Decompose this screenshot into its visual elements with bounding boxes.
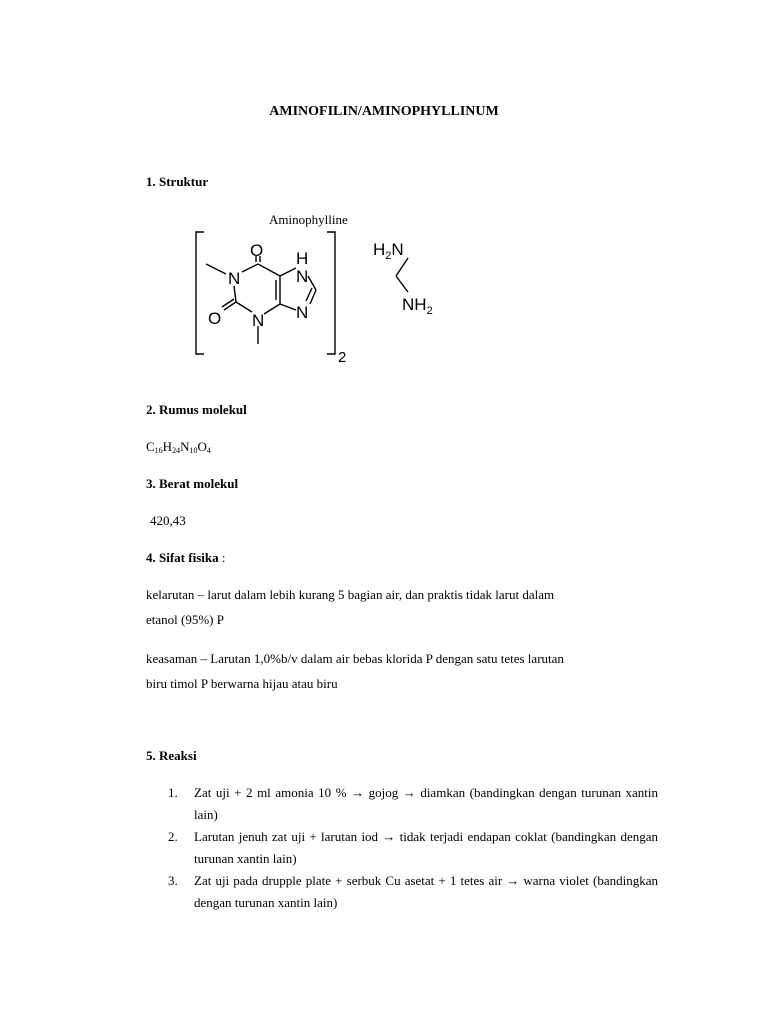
kelarutan-line-1: kelarutan – larut dalam lebih kurang 5 bagian air, dan praktis tidak larut dalam: [146, 587, 555, 602]
atom-o-left: O: [208, 309, 222, 328]
amine-nh2-label: [402, 295, 433, 317]
document-title: AMINOFILIN/AMINOPHYLLINUM: [269, 104, 499, 119]
molecular-weight-value: 420,43: [150, 513, 186, 528]
list-item-number: 2.: [168, 829, 178, 844]
formula-c: C: [146, 439, 155, 454]
atom-n1: N: [228, 269, 241, 288]
section-heading-sifat-wrapper: [146, 550, 225, 566]
keasaman-line-2: biru timol P berwarna hijau atau biru: [146, 676, 338, 691]
bracket-count: 2: [338, 349, 347, 366]
section-heading-sifat: 4. Sifat fisika: [146, 550, 219, 565]
section-heading-sifat-suffix: :: [218, 550, 226, 565]
atom-n-imidazole-top: N: [296, 267, 309, 286]
left-bracket: [196, 232, 204, 354]
aminophylline-structure-diagram: [190, 228, 450, 368]
right-bracket: [327, 232, 335, 354]
atom-n3: N: [252, 311, 265, 330]
molecular-formula: [146, 439, 211, 455]
keasaman-line-1: keasaman – Larutan 1,0%b/v dalam air bebas klorida P dengan satu tetes larutan: [146, 651, 564, 666]
formula-h: H: [162, 439, 173, 454]
atom-h: H: [296, 249, 309, 268]
structure-label: Aminophylline: [269, 212, 348, 227]
amine-h2n-h: H: [373, 240, 386, 259]
amine-nh2-nh: NH: [402, 295, 427, 314]
amine-h2n-n: N: [391, 240, 404, 259]
section-heading-reaksi: 5. Reaksi: [146, 748, 197, 763]
paragraph-keasaman: [146, 646, 666, 696]
list-item: [146, 782, 658, 826]
list-item-text: Zat uji + 2 ml amonia 10 % → gojog → diamkan (bandingkan dengan turunan xantin lain): [194, 785, 658, 822]
section-heading-berat: 3. Berat molekul: [146, 476, 239, 491]
list-item: [146, 826, 658, 870]
amine-h2n-subscript: 2: [385, 250, 392, 262]
reaction-list: [146, 782, 658, 914]
atom-o-top: O: [250, 241, 264, 260]
list-item: [146, 870, 658, 914]
kelarutan-line-2: etanol (95%) P: [146, 612, 224, 627]
formula-c-count: 16: [154, 446, 163, 455]
list-item-text: Zat uji pada drupple plate + serbuk Cu asetat + 1 tetes air → warna violet (bandingkan dengan turunan xantin lain): [194, 873, 658, 910]
formula-n-count: 10: [189, 446, 198, 455]
formula-o-count: 4: [206, 446, 211, 455]
section-heading-struktur: 1. Struktur: [146, 174, 209, 189]
list-item-text: Larutan jenuh zat uji + larutan iod → tidak terjadi endapan coklat (bandingkan dengan turunan xantin lain): [194, 829, 658, 866]
paragraph-kelarutan: [146, 582, 666, 632]
formula-n: N: [180, 439, 190, 454]
list-item-number: 1.: [168, 785, 178, 800]
amine-nh2-subscript: 2: [426, 305, 433, 317]
amine-h2n-label: [373, 240, 404, 262]
list-item-number: 3.: [168, 873, 178, 888]
section-heading-rumus: 2. Rumus molekul: [146, 402, 247, 417]
atom-n-imidazole-bottom: N: [296, 303, 309, 322]
formula-h-count: 24: [172, 446, 181, 455]
formula-o: O: [197, 439, 207, 454]
